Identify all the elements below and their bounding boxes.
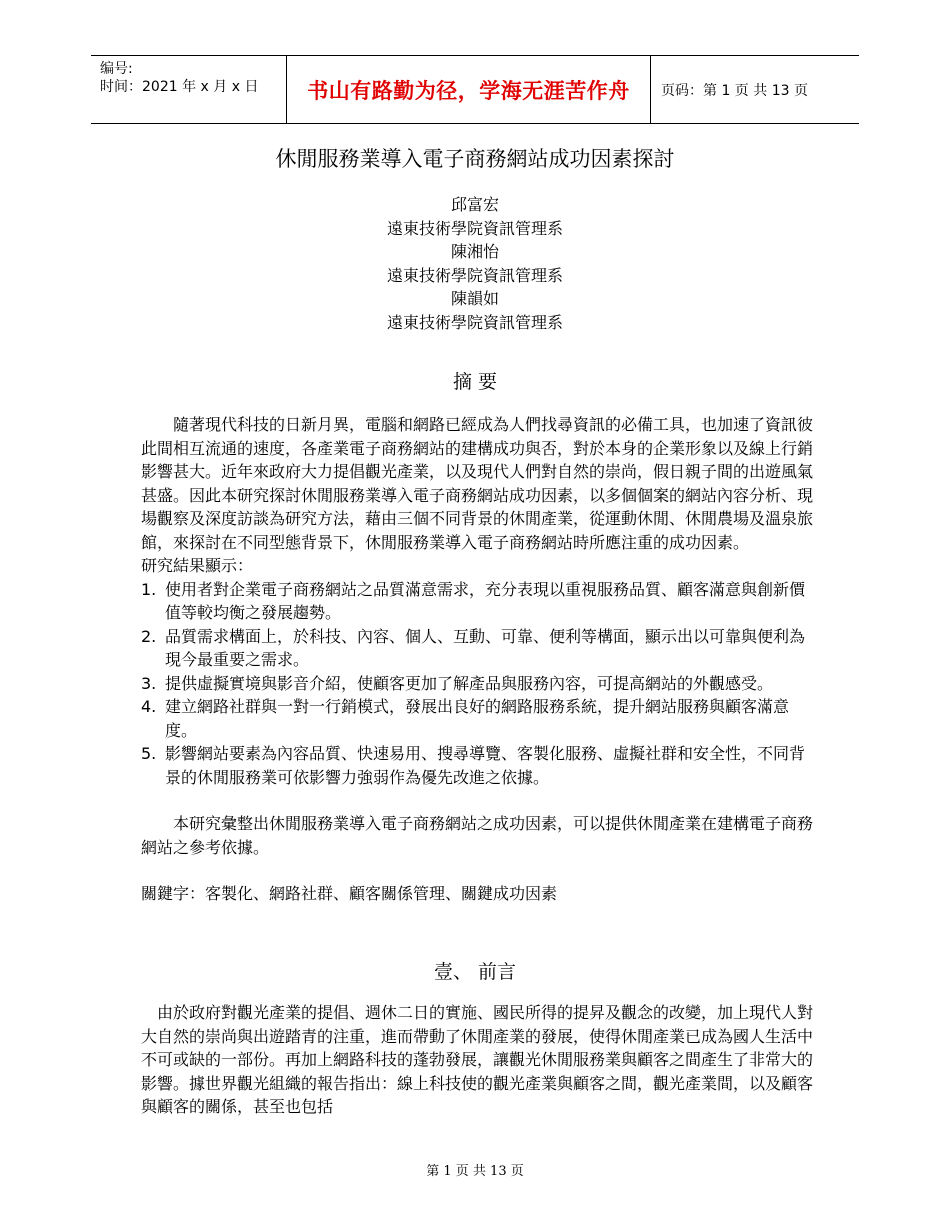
abstract-paragraph: 隨著現代科技的日新月異，電腦和網路已經成為人們找尋資訊的必備工具，也加速了資訊彼此間相互流通的速度，各產業電子商務網站的建構成功與否，對於本身的企業形象以及線上行銷影響甚大。近年來政府大力提倡觀光產業，以及現代人們對自然的崇尚，假日親子間的出遊風氣甚盛。因此本研究探討休閒服務業導入電子商務網站成功因素，以多個個案的網站內容分析、現場觀察及深度訪談為研究方法，藉由三個不同背景的休閒產業，從運動休閒、休閒農場及溫泉旅館，來探討在不同型態背景下，休閒服務業導入電子商務網站時所應注重的成功因素。 xyxy=(141,415,814,552)
author-name: 陳湘怡 xyxy=(450,242,499,261)
list-item: 1. 使用者對企業電子商務網站之品質滿意需求，充分表現以重視服務品質、顧客滿意與創新價值等較均衡之發展趨勢。 xyxy=(141,579,806,622)
number-label: 编号: xyxy=(100,61,133,77)
page-info-text: 页码：第 1 页 共 13 页 xyxy=(661,82,808,99)
document-title: 休閒服務業導入電子商務網站成功因素探討 xyxy=(275,147,675,171)
page-header xyxy=(91,55,859,124)
author-affiliation: 遠東技術學院資訊管理系 xyxy=(386,312,563,332)
page-footer: 第 1 页 共 13 页 xyxy=(426,1164,524,1179)
author-affiliation: 遠東技術學院資訊管理系 xyxy=(386,265,563,285)
time-label: 时间：2021 年 x 月 x 日 xyxy=(100,79,259,95)
abstract-body xyxy=(141,413,813,906)
author-block xyxy=(0,193,950,334)
author-name: 邱富宏 xyxy=(450,195,499,214)
keywords-line: 關鍵字：客製化、網路社群、顧客關係管理、關鍵成功因素 xyxy=(141,884,558,903)
header-motto-cell xyxy=(287,56,651,123)
intro-body xyxy=(141,1001,813,1119)
section-heading-intro: 壹、 前言 xyxy=(433,961,517,983)
author-affiliation: 遠東技術學院資訊管理系 xyxy=(386,218,563,238)
header-meta xyxy=(91,56,287,123)
results-list xyxy=(141,578,813,790)
list-item: 3. 提供虛擬實境與影音介紹，使顧客更加了解產品與服務內容，可提高網站的外觀感受。 xyxy=(141,673,774,693)
list-item: 4. 建立網路社群與一對一行銷模式，發展出良好的網路服務系統，提升網站服務與顧客滿意度。 xyxy=(141,697,790,740)
conclusion-paragraph: 本研究彙整出休閒服務業導入電子商務網站之成功因素，可以提供休閒產業在建構電子商務網站之參考依據。 xyxy=(141,814,814,857)
list-item: 5. 影響網站要素為內容品質、快速易用、搜尋導覽、客製化服務、虛擬社群和安全性，不同背景的休閒服務業可依影響力強弱作為優先改進之依據。 xyxy=(141,744,806,787)
author-name: 陳韻如 xyxy=(450,289,499,308)
list-item: 2. 品質需求構面上，於科技、內容、個人、互動、可靠、便利等構面，顯示出以可靠與便利為現今最重要之需求。 xyxy=(141,626,806,669)
intro-paragraph: 由於政府對觀光產業的提倡、週休二日的實施、國民所得的提昇及觀念的改變，加上現代人對大自然的崇尚與出遊踏青的注重，進而帶動了休閒產業的發展，使得休閒產業已成為國人生活中不可或缺的一部份。再加上網路科技的蓬勃發展，讓觀光休閒服務業與顧客之間產生了非常大的影響。據世界觀光組織的報告指出：線上科技使的觀光產業與顧客之間，觀光產業間，以及顧客與顧客的關係，甚至也包括 xyxy=(141,1003,814,1116)
abstract-heading: 摘 要 xyxy=(452,371,498,393)
results-intro: 研究結果顯示： xyxy=(141,556,254,575)
header-page-info xyxy=(651,56,859,123)
motto-text: 书山有路勤为径，学海无涯苦作舟 xyxy=(307,78,630,103)
